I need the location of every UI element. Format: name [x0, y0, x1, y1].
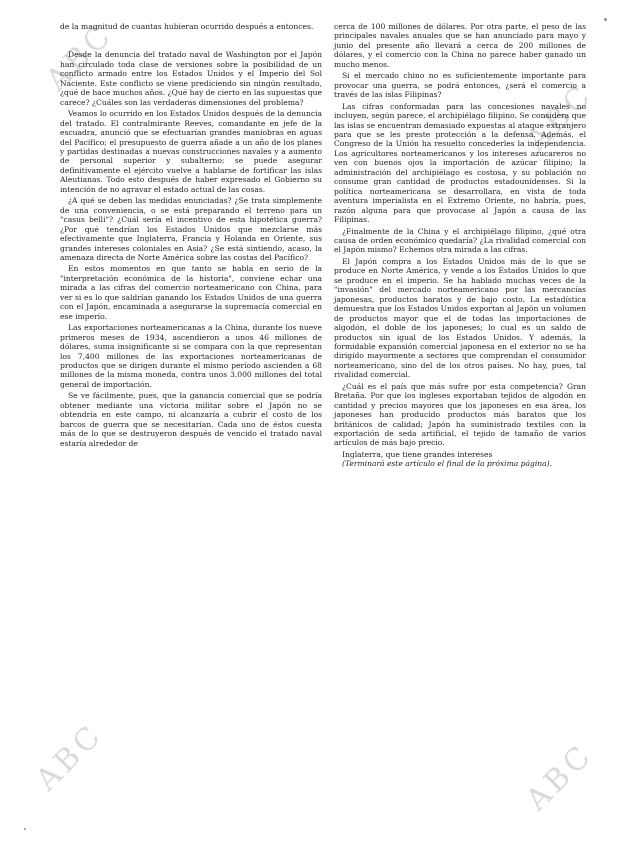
- paragraph: Las cifras conformadas para las concesiones navales no incluyen, según parece, el archipiélago filipino. Se considera que las islas se encuentran demasiado expuestas al ataque extranjero para que se les preste protección a la defensa. Además, el Congreso de la Unión ha resuelto concederles la independencia. Los agricultores norteamericanos y los intereses azucareros no ven con buenos ojos la importación de azúcar filipino; la administración del archipiélago es costosa, y su población no consume gran cantidad de productos estadounidenses. Si la política norteamericana se desarrollara, en vista de toda aventura imperialista en el Extremo Oriente, no habría, pues, razón alguna para que provocase al Japón a causa de las Filipinas.: [334, 101, 586, 225]
- paragraph: Desde la denuncia del tratado naval de Washington por el Japón han circulado toda clase de versiones sobre la posibilidad de un conflicto armado entre los Estados Unidos y el Imperio del Sol Naciente. Este conflicto se viene prediciendo sin ningún resultado, ¿qué de hace muchos años. ¿Qué hay de cierto en las supuestas que carece? ¿Cuáles son las verdaderas dimensiones del problema?: [60, 50, 322, 107]
- paragraph: Veamos lo ocurrido en los Estados Unidos después de la denuncia del tratado. El contralmirante Reeves, comandante en jefe de la escuadra, anunció que se efectuarían grandes maniobras en aguas del Pacífico; el presupuesto de guerra añade a un año de los planes y partidas destinadas a nuevas construcciones navales y a aumento de personal superior y subalterno; se puede asegurar definitivamente el ejército vuelve a hablarse de fortificar las islas Aleutianas. Todo esto después de haber expresado el Gobierno su intención de no agravar el estado actual de las cosas.: [60, 109, 322, 194]
- watermark: ABC: [519, 77, 601, 158]
- watermark: ABC: [29, 717, 111, 798]
- paragraph: de la magnitud de cuantas hubieran ocurrido después a entonces.: [60, 22, 314, 31]
- paragraph: Inglaterra, que tiene grandes intereses: [342, 449, 493, 459]
- watermark: ABC: [519, 737, 601, 818]
- paragraph: cerca de 100 millones de dólares. Por otra parte, el peso de las principales navales anuales que se han anunciado para mayo y junio del presente año llevará a cerca de 200 millones de dólares, y el comercio con la China no parece haber ganado un mucho menos.: [334, 22, 586, 69]
- right-column: [334, 22, 586, 469]
- paragraph: ¿Finalmente de la China y el archipiélago filipino, ¿qué otra causa de orden económico quedaría? ¿La rivalidad comercial con el Japón mismo? Echemos otra mirada a las cifras.: [334, 226, 586, 255]
- paragraph: Si el mercado chino no es suficientemente importante para provocar una guerra, se podrá entonces, ¿será el comercio a través de las islas Filipinas?: [334, 71, 586, 100]
- paragraph: En estos momentos en que tanto se habla en serio de la "interpretación económica de la historia", conviene echar una mirada a las cifras del comercio norteamericano con China, para ver si es lo que saldrían ganando los Estados Unidos de una guerra con el Japón, encaminada a asegurarse la supremacía comercial en ese imperio.: [60, 264, 322, 321]
- watermark: ABC: [39, 17, 121, 98]
- print-speck: [604, 18, 607, 21]
- paragraph: Las exportaciones norteamericanas a la China, durante los nueve primeros meses de 1934, ascendieron a unos 46 millones de dólares, suma insignificante si se compara con la que representan los 7,400 millones de las exportaciones norteamericanas de productos que se dirigen durante el mismo período ascienden a 68 millones de la misma moneda, contra unos 3.000 millones del total general de importación.: [60, 323, 322, 389]
- paragraph: Se ve fácilmente, pues, que la ganancia comercial que se podría obtener mediante una victoria militar sobre el Japón no se obtendría en este campo, ni alcanzaría a cubrir el costo de los barcos de guerra que se necesitarían. Cada uno de éstos cuesta más de lo que se destruyeron después de vencido el tratado naval estaría alrededor de: [60, 391, 322, 448]
- paragraph: ¿A qué se deben las medidas enunciadas? ¿Se trata simplemente de una conveniencia, o se está preparando el terreno para un "casus belli"? ¿Cuál sería el incentivo de esta hipotética guerra? ¿Por qué tendrían los Estados Unidos que mezclarse más efectivamente que Inglaterra, Francia y Holanda en Oriente, sus grandes intereses coloniales en Asia? ¿Se está sintiendo, acaso, la amenaza directa de Norte América sobre las costas del Pacífico?: [60, 196, 322, 262]
- print-speck: [24, 828, 26, 830]
- paragraph: ¿Cuál es el país que más sufre por esta competencia? Gran Bretaña. Por que los ingleses exportaban tejidos de algodón en cantidad y precios mayores que los japoneses en esa área, los japoneses han producido productos más baratos que los británicos de calidad; Japón ha suministrado textiles con la exportación de seda artificial, el tejido de tamaño de varios artículos de más bajo precio.: [334, 381, 586, 448]
- paragraph: El Japón compra a los Estados Unidos más de lo que se produce en Norte América, y vende a los Estados Unidos lo que se produce en el imperio. Se ha hablado muchas veces de la "invasión" del mercado norteamericano por las mercancías japonesas, productos baratos y de bajo costo. La estadística demuestra que los Estados Unidos exportan al Japón un volumen de productos mayor que el de todas las importaciones de algodón, el doble de los japoneses; lo cual es un saldo de productos sin igual de los Estados Unidos. Y además, la formidable expansión comercial japonesa en el exterior no se ha dirigido mayormente a sectores que comprendan el consumidor norteamericano, sino del de los otros países. No hay, pues, tal rivalidad comercial.: [334, 256, 586, 380]
- continuation-note: (Terminará este artículo el final de la próxima página).: [342, 459, 552, 469]
- left-column: [60, 22, 322, 448]
